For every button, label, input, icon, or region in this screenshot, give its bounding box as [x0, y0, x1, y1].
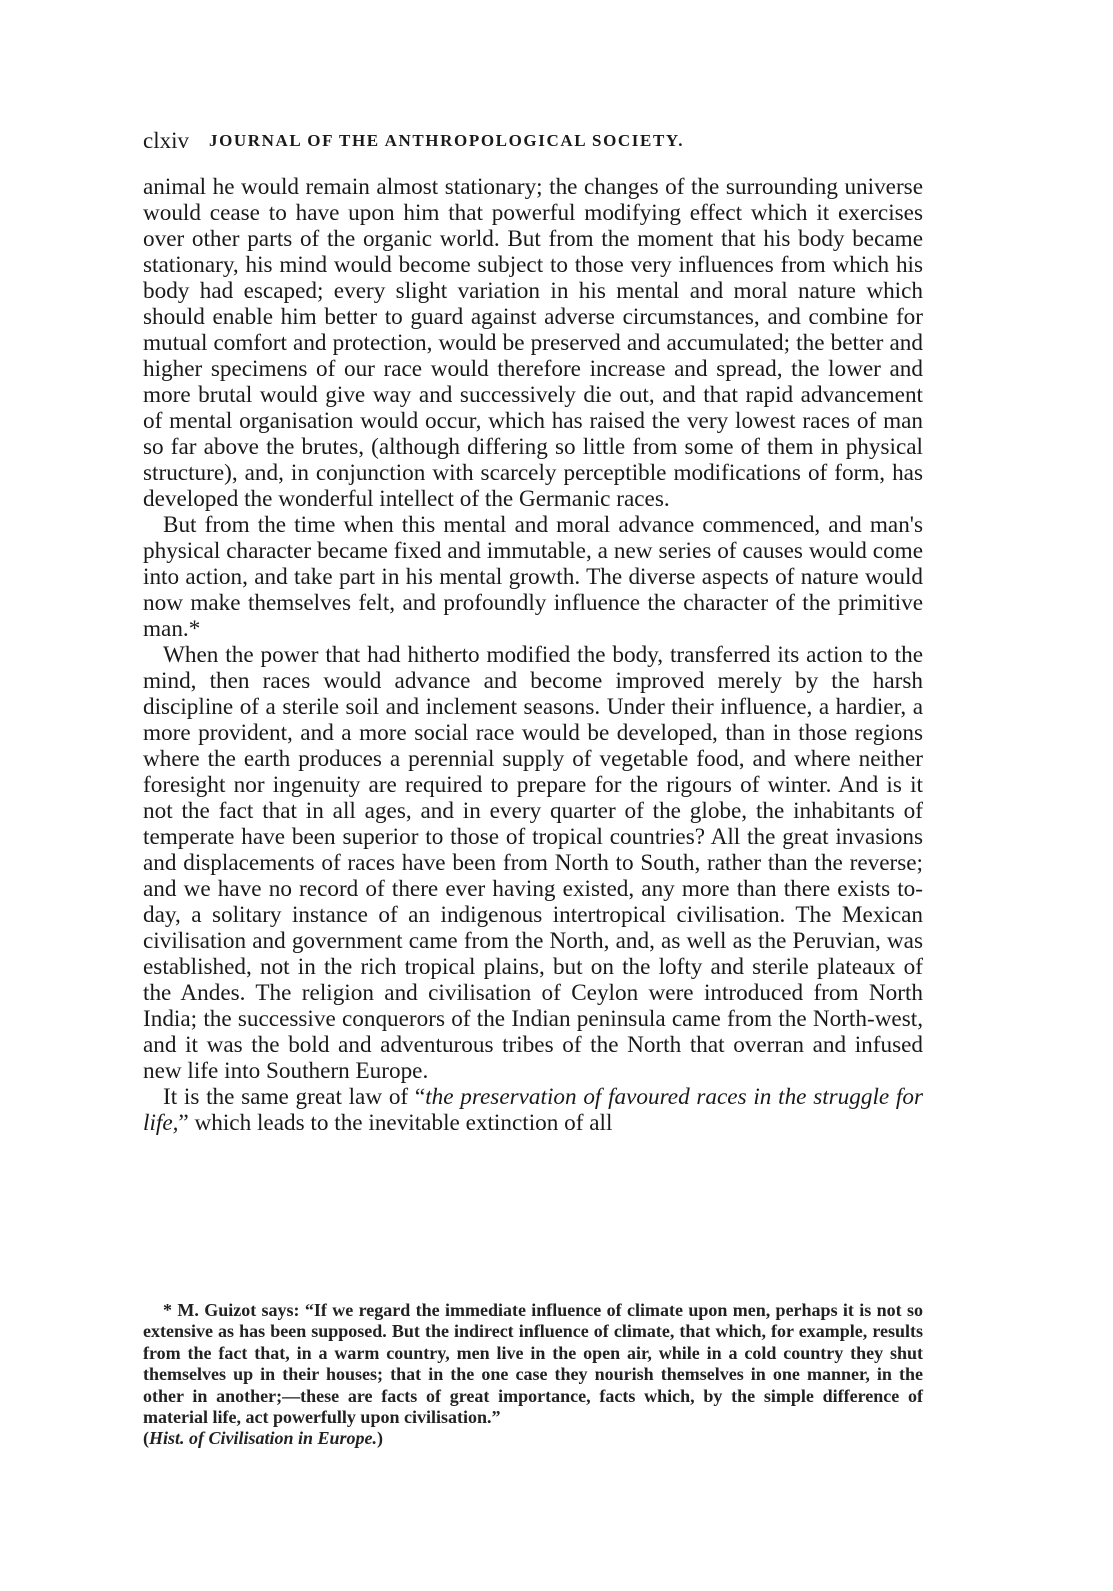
body-text [143, 174, 923, 1136]
page-header [143, 128, 923, 152]
p4-quote: the preservation of favoured races in the struggle for life, [143, 1084, 923, 1136]
p4-end: ” which leads to the inevitable extinction of all [178, 1110, 613, 1136]
footnote-source-close: ) [377, 1428, 384, 1449]
paragraph-1: animal he would remain almost stationary; the changes of the surrounding universe would cease to have upon him that powerful modifying effect which it exercises over other parts of the organic world. But from the moment that his body became stationary, his mind would become subject to those very influences from which his body had escaped; every slight variation in his mental and moral nature which should enable him better to guard against adverse circumstances, and combine for mutual comfort and protection, would be preserved and accumulated; the better and higher specimens of our race would therefore increase and spread, the lower and more brutal would give way and successively die out, and that rapid advancement of mental organisation would occur, which has raised the very lowest races of man so far above the brutes, (although differing so little from some of them in physical structure), and, in conjunction with scarcely perceptible modifications of form, has developed the wonderful intellect of the Germanic races. [143, 174, 923, 512]
p4-start: It is the same great law of “ [163, 1084, 426, 1110]
page-number: clxiv [143, 128, 189, 153]
footnote-source: Hist. of Civilisation in Europe. [149, 1428, 378, 1449]
running-title: JOURNAL OF THE ANTHROPOLOGICAL SOCIETY. [209, 131, 685, 150]
paragraph-3: When the power that had hitherto modified the body, transferred its action to the mind, then races would advance and become improved merely by the harsh discipline of a sterile soil and inclement seasons. Under their influence, a hardier, a more provident, and a more social race would be developed, than in those regions where the earth produces a perennial supply of vegetable food, and where neither foresight nor ingenuity are required to prepare for the rigours of winter. And is it not the fact that in all ages, and in every quarter of the globe, the inhabitants of temperate have been superior to those of tropical countries? All the great invasions and displacements of races have been from North to South, rather than the reverse; and we have no record of there ever having existed, any more than there exists to-day, a solitary instance of an indigenous intertropical civilisation. The Mexican civilisation and government came from the North, and, as well as the Peruvian, was established, not in the rich tropical plains, but on the lofty and sterile plateaux of the Andes. The religion and civilisation of Ceylon were introduced from North India; the successive conquerors of the Indian peninsula came from the North-west, and it was the bold and adventurous tribes of the North that overran and infused new life into Southern Europe. [143, 642, 923, 1084]
footnote-body: * M. Guizot says: “If we regard the immediate influence of climate upon men, perhaps it is not so extensive as has been supposed. But the indirect influence of climate, that which, for example, results from the fact that, in a warm country, men live in the open air, while in a cold country they shut themselves up in their houses; that in the one case they nourish themselves in one manner, in the other in another;—these are facts of great importance, facts which, by the simple difference of material life, act powerfully upon civilisation.” [143, 1300, 923, 1428]
paragraph-2: But from the time when this mental and moral advance commenced, and man's physical character became fixed and immutable, a new series of causes would come into action, and take part in his mental growth. The diverse aspects of nature would now make themselves felt, and profoundly influence the character of the primitive man.* [143, 512, 923, 642]
footnote-text [143, 1300, 923, 1450]
footnote-source-open: ( [143, 1428, 149, 1449]
footnote [143, 1300, 923, 1450]
paragraph-4 [143, 1084, 923, 1136]
